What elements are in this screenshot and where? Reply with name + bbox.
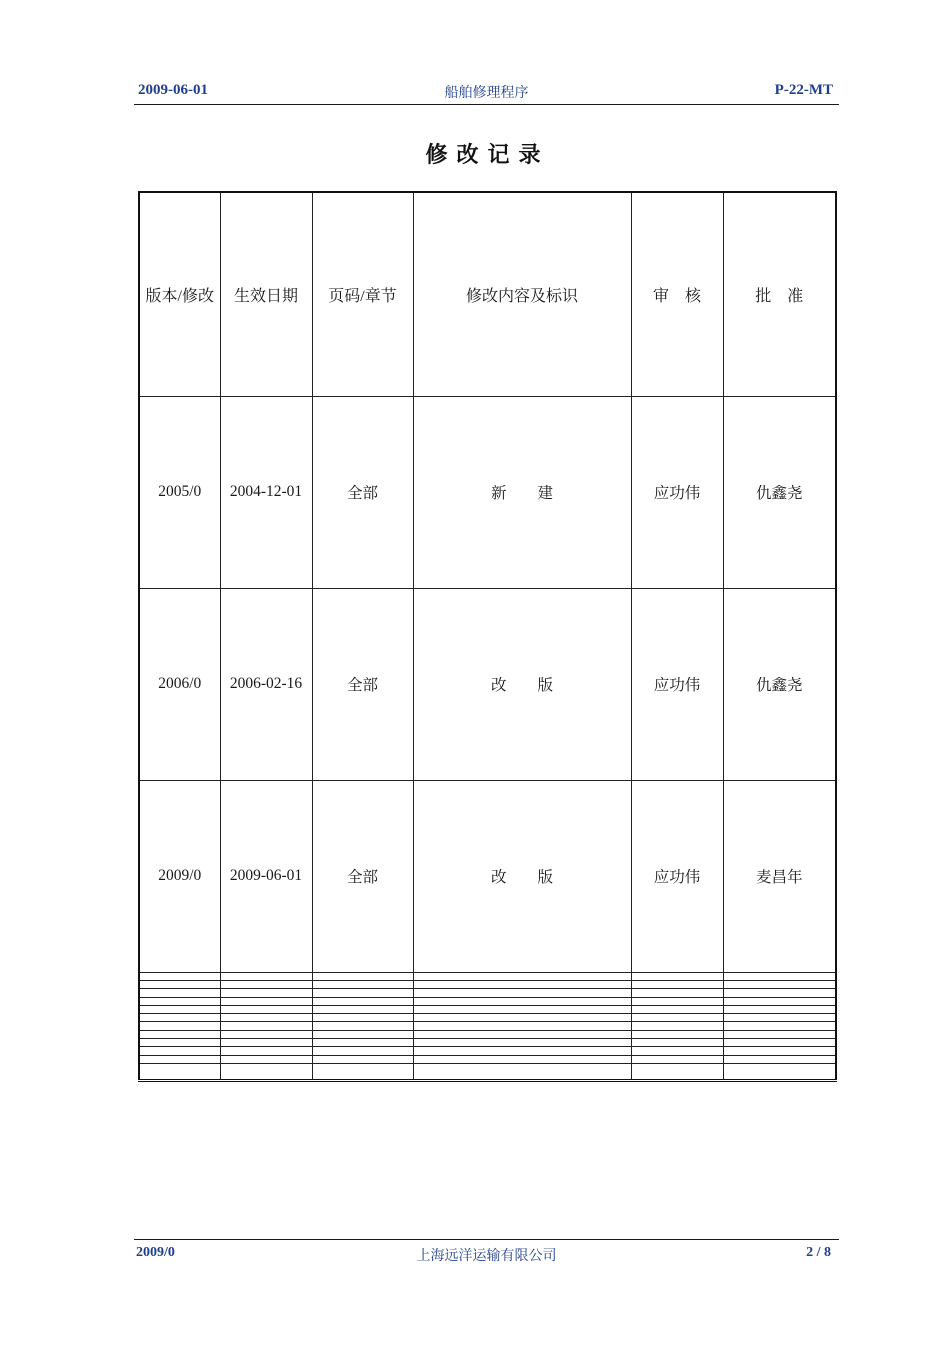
table-row: [139, 980, 836, 988]
table-row: [139, 989, 836, 997]
column-header: 生效日期: [220, 192, 312, 396]
page-section-cell: 全部: [312, 396, 413, 588]
column-header: 审 核: [631, 192, 723, 396]
column-header: 页码/章节: [312, 192, 413, 396]
reviewer-cell: 应功伟: [631, 780, 723, 972]
header-date: 2009-06-01: [138, 82, 208, 98]
page-section-cell: [312, 1064, 413, 1081]
page-section-cell: 全部: [312, 780, 413, 972]
version-cell: [139, 972, 220, 980]
version-cell: [139, 1022, 220, 1030]
column-header: 版本/修改: [139, 192, 220, 396]
content-cell: [413, 980, 631, 988]
reviewer-cell: [631, 1014, 723, 1022]
page-section-cell: 全部: [312, 588, 413, 780]
reviewer-cell: 应功伟: [631, 396, 723, 588]
header-title: 船舶修理程序: [444, 86, 529, 101]
version-cell: [139, 1055, 220, 1063]
page-section-cell: [312, 1047, 413, 1055]
content-cell: [413, 1005, 631, 1013]
approver-cell: [723, 1064, 836, 1081]
approver-cell: [723, 1047, 836, 1055]
page-section-cell: [312, 1005, 413, 1013]
table-row: [139, 1022, 836, 1030]
content-cell: [413, 1014, 631, 1022]
table-row: [139, 1030, 836, 1038]
effective-date-cell: [220, 1047, 312, 1055]
table-row: [139, 1014, 836, 1022]
table-row: [139, 780, 836, 972]
version-cell: [139, 989, 220, 997]
effective-date-cell: [220, 989, 312, 997]
reviewer-cell: 应功伟: [631, 588, 723, 780]
effective-date-cell: [220, 1064, 312, 1081]
footer-company: 上海远洋运输有限公司: [416, 1249, 557, 1264]
approver-cell: [723, 1055, 836, 1063]
approver-cell: [723, 989, 836, 997]
content-cell: [413, 1064, 631, 1081]
approver-cell: [723, 1039, 836, 1047]
approver-cell: [723, 980, 836, 988]
footer-version: 2009/0: [136, 1245, 175, 1260]
content-cell: [413, 1022, 631, 1030]
effective-date-cell: [220, 980, 312, 988]
reviewer-cell: [631, 1039, 723, 1047]
content-cell: 改 版: [413, 588, 631, 780]
effective-date-cell: [220, 1005, 312, 1013]
reviewer-cell: [631, 1055, 723, 1063]
content-cell: [413, 972, 631, 980]
effective-date-cell: 2009-06-01: [220, 780, 312, 972]
approver-cell: [723, 1014, 836, 1022]
reviewer-cell: [631, 1064, 723, 1081]
version-cell: [139, 1030, 220, 1038]
effective-date-cell: [220, 1055, 312, 1063]
page-header: [134, 80, 839, 105]
effective-date-cell: [220, 1039, 312, 1047]
document-title: 修改记录: [425, 143, 550, 168]
content-cell: 改 版: [413, 780, 631, 972]
table-row: [139, 1039, 836, 1047]
version-cell: 2009/0: [139, 780, 220, 972]
reviewer-cell: [631, 980, 723, 988]
table-row: [139, 997, 836, 1005]
approver-cell: 仇鑫尧: [723, 588, 836, 780]
approver-cell: 仇鑫尧: [723, 396, 836, 588]
content-cell: [413, 997, 631, 1005]
effective-date-cell: [220, 1022, 312, 1030]
table-row: [139, 1055, 836, 1063]
table-row: [139, 972, 836, 980]
page-section-cell: [312, 1055, 413, 1063]
reviewer-cell: [631, 1022, 723, 1030]
reviewer-cell: [631, 997, 723, 1005]
column-header: 修改内容及标识: [413, 192, 631, 396]
effective-date-cell: [220, 1030, 312, 1038]
content-cell: [413, 1055, 631, 1063]
version-cell: [139, 997, 220, 1005]
version-cell: 2005/0: [139, 396, 220, 588]
page-footer: [134, 1239, 839, 1270]
footer-page-number: 2 / 8: [806, 1245, 831, 1260]
page-section-cell: [312, 972, 413, 980]
revision-record-table: [138, 191, 837, 1082]
version-cell: [139, 1005, 220, 1013]
header-doc-code: P-22-MT: [774, 82, 833, 98]
content-cell: [413, 989, 631, 997]
table-row: [139, 1005, 836, 1013]
table-row: [139, 1047, 836, 1055]
effective-date-cell: [220, 1014, 312, 1022]
approver-cell: [723, 1005, 836, 1013]
effective-date-cell: [220, 972, 312, 980]
content-cell: [413, 1047, 631, 1055]
approver-cell: 麦昌年: [723, 780, 836, 972]
table-header-row: [139, 192, 836, 396]
page-section-cell: [312, 1030, 413, 1038]
content-cell: [413, 1030, 631, 1038]
page-section-cell: [312, 989, 413, 997]
approver-cell: [723, 997, 836, 1005]
page-section-cell: [312, 1014, 413, 1022]
content-cell: [413, 1039, 631, 1047]
reviewer-cell: [631, 972, 723, 980]
approver-cell: [723, 972, 836, 980]
reviewer-cell: [631, 989, 723, 997]
reviewer-cell: [631, 1047, 723, 1055]
effective-date-cell: [220, 997, 312, 1005]
table-row: [139, 396, 836, 588]
reviewer-cell: [631, 1030, 723, 1038]
approver-cell: [723, 1030, 836, 1038]
page-section-cell: [312, 980, 413, 988]
version-cell: [139, 1064, 220, 1081]
version-cell: [139, 980, 220, 988]
version-cell: [139, 1047, 220, 1055]
page-section-cell: [312, 1022, 413, 1030]
page-section-cell: [312, 1039, 413, 1047]
approver-cell: [723, 1022, 836, 1030]
version-cell: 2006/0: [139, 588, 220, 780]
column-header: 批 准: [723, 192, 836, 396]
effective-date-cell: 2004-12-01: [220, 396, 312, 588]
reviewer-cell: [631, 1005, 723, 1013]
content-cell: 新 建: [413, 396, 631, 588]
effective-date-cell: 2006-02-16: [220, 588, 312, 780]
version-cell: [139, 1039, 220, 1047]
table-row: [139, 588, 836, 780]
table-row: [139, 1064, 836, 1081]
page-section-cell: [312, 997, 413, 1005]
version-cell: [139, 1014, 220, 1022]
